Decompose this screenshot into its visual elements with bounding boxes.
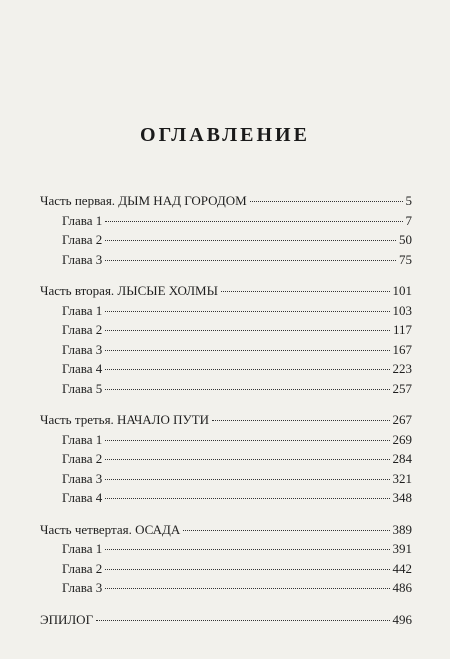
toc-chapter-entry[interactable] — [40, 490, 412, 510]
toc-page-number: 117 — [392, 322, 412, 337]
toc-page-number: 486 — [392, 580, 412, 595]
toc-chapter-entry[interactable] — [40, 432, 412, 452]
dot-leader — [250, 201, 403, 202]
toc-chapter-entry[interactable] — [40, 541, 412, 561]
dot-leader — [105, 311, 389, 312]
toc-chapter-entry[interactable] — [40, 232, 412, 252]
section-gap — [40, 600, 412, 612]
toc-chapter-label: Глава 1 — [62, 302, 103, 318]
toc-page-number: 103 — [392, 302, 412, 318]
toc-page-number: 321 — [392, 470, 412, 486]
dot-leader — [221, 291, 390, 292]
dot-leader — [105, 221, 402, 222]
toc-chapter-label: Глава 3 — [62, 470, 103, 486]
toc-chapter-label: Глава 3 — [62, 580, 103, 595]
toc-page-number: 389 — [392, 521, 412, 537]
toc-page-number: 267 — [392, 412, 412, 427]
toc-part-entry[interactable] — [40, 193, 412, 213]
dot-leader — [105, 330, 390, 331]
toc-page-number: 269 — [392, 431, 412, 447]
dot-leader — [96, 620, 389, 621]
toc-chapter-entry[interactable] — [40, 561, 412, 581]
toc-page-number: 223 — [392, 361, 412, 376]
toc-part-label: Часть четвертая. ОСАДА — [40, 521, 181, 537]
toc-chapter-entry[interactable] — [40, 213, 412, 233]
toc-part-entry[interactable] — [40, 283, 412, 303]
toc-chapter-entry[interactable] — [40, 361, 412, 381]
toc-page-number: 167 — [392, 341, 412, 357]
toc-chapter-label: Глава 1 — [62, 431, 103, 447]
toc-chapter-entry[interactable] — [40, 252, 412, 272]
dot-leader — [105, 588, 389, 589]
toc-part-label: Часть первая. ДЫМ НАД ГОРОДОМ — [40, 193, 247, 208]
toc-part-label: Часть вторая. ЛЫСЫЕ ХОЛМЫ — [40, 283, 218, 298]
toc-chapter-label: Глава 2 — [62, 451, 103, 466]
section-gap — [40, 400, 412, 412]
section-gap — [40, 271, 412, 283]
toc-page-number: 5 — [405, 193, 412, 208]
dot-leader — [183, 530, 389, 531]
toc-chapter-label: Глава 4 — [62, 490, 103, 505]
toc-page-number: 101 — [392, 283, 412, 298]
toc-epilogue-label: ЭПИЛОГ — [40, 611, 94, 627]
toc-chapter-label: Глава 2 — [62, 560, 103, 576]
dot-leader — [212, 420, 389, 421]
dot-leader — [105, 459, 389, 460]
dot-leader — [105, 549, 389, 550]
toc-chapter-entry[interactable] — [40, 580, 412, 600]
toc-chapter-label: Глава 3 — [62, 251, 103, 267]
dot-leader — [105, 369, 389, 370]
toc-page-number: 391 — [392, 541, 412, 556]
toc-chapter-entry[interactable] — [40, 303, 412, 323]
toc-page-number: 257 — [392, 380, 412, 396]
dot-leader — [105, 569, 389, 570]
toc-page-number: 284 — [392, 451, 412, 466]
toc-page-number: 50 — [399, 232, 412, 247]
toc-chapter-label: Глава 1 — [62, 541, 103, 556]
toc-chapter-entry[interactable] — [40, 342, 412, 362]
toc-chapter-entry[interactable] — [40, 451, 412, 471]
toc-chapter-label: Глава 5 — [62, 380, 103, 396]
toc-part-entry[interactable] — [40, 412, 412, 432]
toc-chapter-entry[interactable] — [40, 471, 412, 491]
dot-leader — [105, 389, 389, 390]
toc-page-number: 75 — [399, 251, 412, 267]
toc-page-number: 496 — [392, 611, 412, 627]
table-of-contents — [40, 193, 412, 631]
toc-page-number: 442 — [392, 560, 412, 576]
dot-leader — [105, 440, 389, 441]
toc-chapter-entry[interactable] — [40, 322, 412, 342]
toc-chapter-entry[interactable] — [40, 381, 412, 401]
page-title: ОГЛАВЛЕНИЕ — [140, 124, 310, 146]
toc-page-number: 348 — [392, 490, 412, 505]
toc-chapter-label: Глава 4 — [62, 361, 103, 376]
section-gap — [40, 510, 412, 522]
toc-chapter-label: Глава 2 — [62, 232, 103, 247]
toc-part-label: Часть третья. НАЧАЛО ПУТИ — [40, 412, 210, 427]
toc-page-number: 7 — [405, 212, 412, 228]
dot-leader — [105, 479, 389, 480]
dot-leader — [105, 260, 396, 261]
dot-leader — [105, 240, 396, 241]
toc-chapter-label: Глава 3 — [62, 341, 103, 357]
toc-chapter-label: Глава 2 — [62, 322, 103, 337]
dot-leader — [105, 498, 389, 499]
dot-leader — [105, 350, 389, 351]
toc-chapter-label: Глава 1 — [62, 212, 103, 228]
toc-part-entry[interactable] — [40, 522, 412, 542]
toc-epilogue-entry[interactable] — [40, 612, 412, 632]
